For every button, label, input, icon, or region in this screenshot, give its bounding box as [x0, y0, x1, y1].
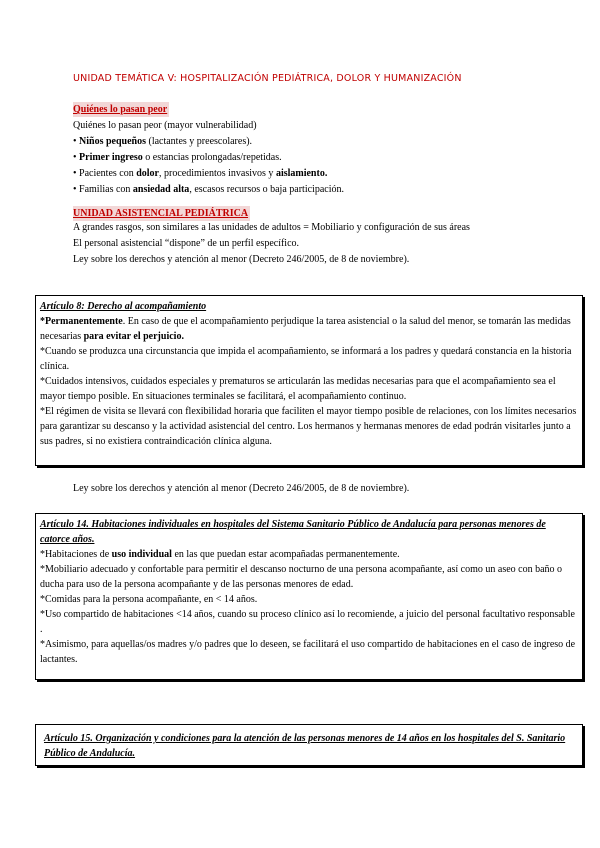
vulnerability-list — [73, 118, 573, 198]
article-8-paragraph: *El régimen de visita se llevará con flexibilidad horaria que faciliten el mayor tiempo posible de relaciones, con los límites necesarios para garantizar su descanso y la actividad asistencial del centro. Los hermanos y hermanas menores de edad podrán visitarles junto a sus padres, si no existiera contraindicación clínica alguna. — [40, 406, 577, 447]
section-heading-vulnerable: Quiénes lo pasan peor — [73, 104, 168, 115]
article-14-paragraph: *Mobiliario adecuado y confortable para permitir el descanso nocturno de una persona acompañante, así como un aseo con baño o ducha para uso de la persona acompañante y de las personas menores de edad. — [40, 564, 563, 590]
unit-title: UNIDAD TEMÁTICA V: HOSPITALIZACIÓN PEDIÁTRICA, DOLOR Y HUMANIZACIÓN — [73, 73, 462, 84]
text-line: A grandes rasgos, son similares a las unidades de adultos = Mobiliario y configuración de sus áreas — [73, 222, 470, 233]
article-15-box — [35, 724, 583, 766]
text-line: Ley sobre los derechos y atención al menor (Decreto 246/2005, de 8 de noviembre). — [73, 254, 410, 265]
list-item: • Primer ingreso o estancias prolongadas/repetidas. — [73, 152, 282, 163]
article-14-paragraph: *Habitaciones de uso individual en las que puedan estar acompañadas permanentemente. — [40, 549, 400, 560]
article-14-title: Artículo 14. Habitaciones individuales en hospitales del Sistema Sanitario Público de Andalucía para personas menores de catorce años. — [40, 519, 546, 545]
article-8-paragraph: *Cuidados intensivos, cuidados especiales y prematuros se articularán las medidas necesarias para que el acompañamiento sea el mayor tiempo posible. En situaciones terminales se facilitará, el acompañamiento continuo. — [40, 376, 556, 402]
list-item: • Familias con ansiedad alta, escasos recursos o baja participación. — [73, 184, 344, 195]
section-heading-unit: UNIDAD ASISTENCIAL PEDIÁTRICA — [73, 208, 249, 219]
article-14-paragraph: *Asimismo, para aquellas/os madres y/o padres que lo deseen, se facilitará el uso compartido de habitaciones en el caso de ingreso de lactantes. — [40, 639, 576, 665]
article-14-box — [35, 513, 583, 680]
article-15-title: Artículo 15. Organización y condiciones para la atención de las personas menores de 14 años en los hospitales del S. Sanitario Público de Andalucía. — [44, 733, 566, 759]
article-14-paragraph: *Uso compartido de habitaciones <14 años, cuando su proceso clínico así lo recomiende, a juicio del personal facultativo responsable . — [40, 609, 575, 635]
list-item: • Niños pequeños (lactantes y preescolares). — [73, 136, 253, 147]
article-8-title: Artículo 8: Derecho al acompañamiento — [40, 301, 207, 312]
article-8-paragraph: *Cuando se produzca una circunstancia que impida el acompañamiento, se informará a los padres y quedará constancia en la historia clínica. — [40, 346, 572, 372]
article-14-paragraph: *Comidas para la persona acompañante, en < 14 años. — [40, 594, 258, 605]
unit-description — [73, 220, 573, 268]
article-8-box — [35, 295, 583, 466]
vulnerability-intro: Quiénes lo pasan peor (mayor vulnerabilidad) — [73, 120, 257, 131]
law-reference: Ley sobre los derechos y atención al menor (Decreto 246/2005, de 8 de noviembre). — [73, 483, 410, 494]
text-line: El personal asistencial “dispone” de un perfil específico. — [73, 238, 300, 249]
article-8-paragraph: *Permanentemente. En caso de que el acompañamiento perjudique la tarea asistencial o la salud del menor, se tomarán las medidas necesarias para evitar el perjuicio. — [40, 316, 571, 342]
list-item: • Pacientes con dolor, procedimientos invasivos y aislamiento. — [73, 168, 328, 179]
